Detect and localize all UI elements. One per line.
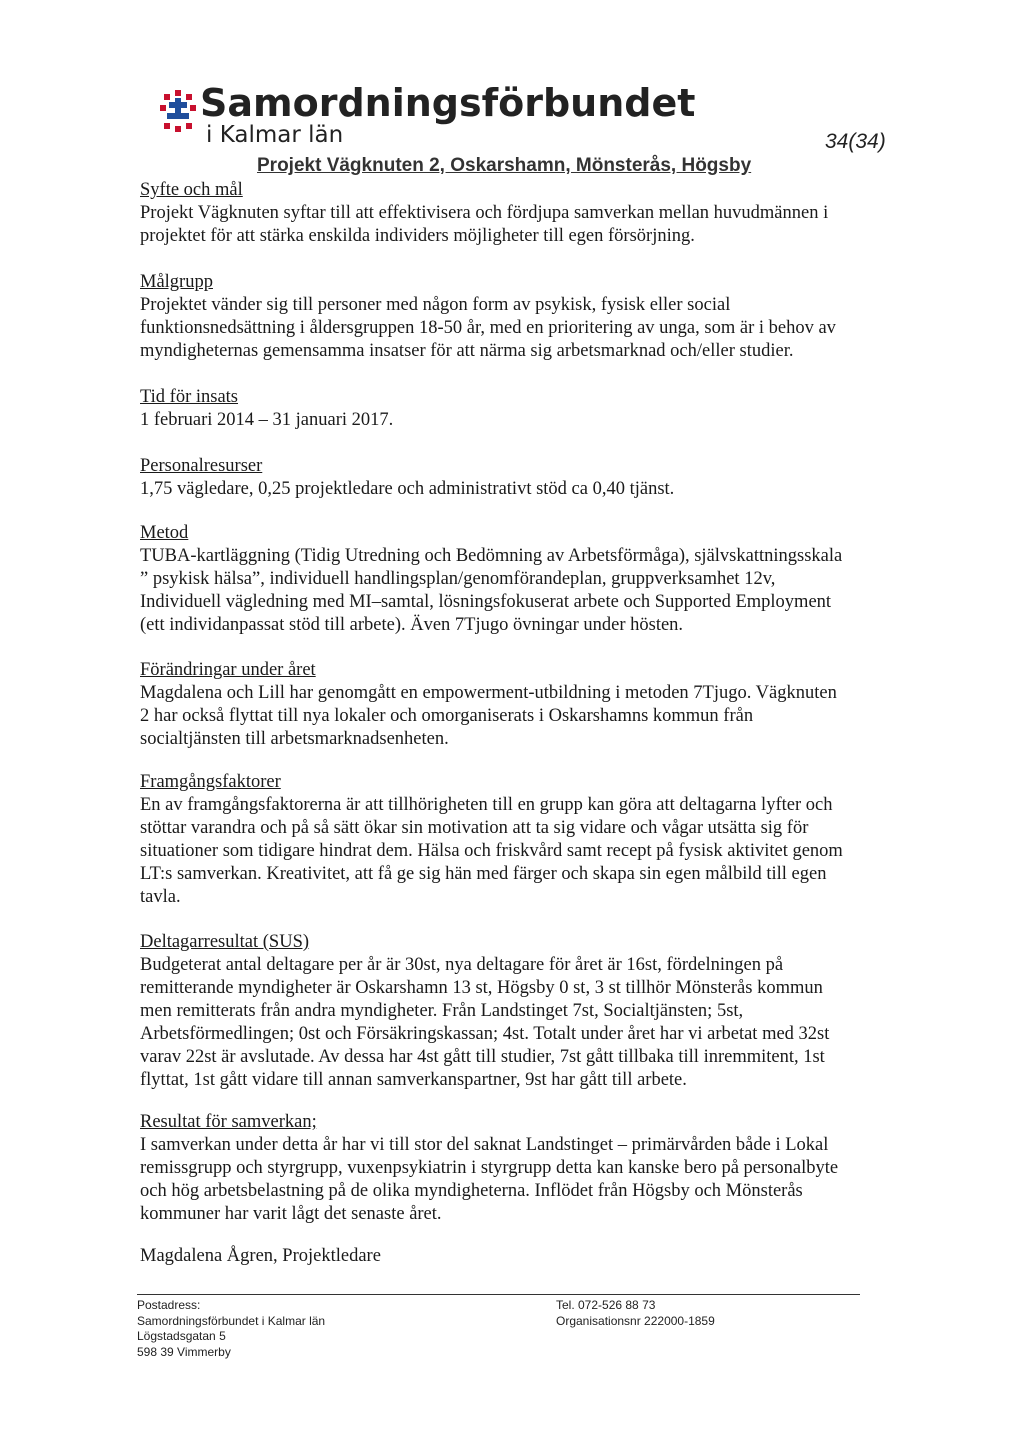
org-subtitle: i Kalmar län: [206, 122, 344, 148]
section-metod: [140, 522, 842, 637]
section-resultat-samverkan: [140, 1111, 838, 1226]
paragraph-line: Individuell vägledning med MI–samtal, lösningsfokuserat arbete och Supported Employment: [140, 592, 832, 612]
paragraph-line: Projekt Vägknuten syftar till att effektivisera och fördjupa samverkan mellan huvudmännen i: [140, 203, 829, 223]
footer-line: Lögstadsgatan 5: [137, 1329, 226, 1343]
section-malgrupp: [140, 271, 836, 363]
paragraph-line: remitterande myndigheter är Oskarshamn 13 st, Högsby 0 st, 3 st tillhör Mönsterås kommun: [140, 978, 823, 998]
section-tid: [140, 386, 393, 432]
paragraph-line: socialtjänsten till arbetsmarknadsenheten.: [140, 729, 449, 749]
paragraph-line: remissgrupp och styrgrupp, vuxenpsykiatrin i styrgrupp detta kan kanske bero på personalbyte: [140, 1158, 839, 1178]
paragraph-line: varav 22st är avslutade. Av dessa har 4st gått till studier, 7st gått tillbaka till inremmitent, 1st: [140, 1047, 825, 1067]
paragraph-line: Projektet vänder sig till personer med någon form av psykisk, fysisk eller social: [140, 295, 731, 315]
section-syfte: [140, 179, 828, 248]
footer-line: Samordningsförbundet i Kalmar län: [137, 1313, 326, 1328]
section-heading: Metod: [140, 523, 189, 543]
document-title: Projekt Vägknuten 2, Oskarshamn, Mönsterås, Högsby: [257, 155, 752, 176]
section-heading: Framgångsfaktorer: [140, 772, 281, 792]
footer-line: Tel. 072-526 88 73: [556, 1298, 656, 1312]
paragraph-line: ” psykisk hälsa”, individuell handlingsplan/genomförandeplan, gruppverksamhet 12v,: [140, 569, 776, 589]
section-heading: Resultat för samverkan;: [140, 1112, 317, 1132]
footer-address: [137, 1298, 325, 1360]
signature-block: [140, 1245, 381, 1268]
section-heading: Syfte och mål: [140, 180, 243, 200]
paragraph-line: projektet för att stärka enskilda individers möjligheter till egen försörjning.: [140, 226, 695, 246]
footer-divider: [137, 1294, 860, 1295]
paragraph-line: Magdalena och Lill har genomgått en empowerment-utbildning i metoden 7Tjugo. Vägknuten: [140, 683, 837, 703]
paragraph-line: men remitterats från andra myndigheter. Från Landstinget 7st, Socialtjänsten; 5st,: [140, 1001, 744, 1021]
org-name: Samordningsförbundet: [200, 81, 696, 125]
section-heading: Förändringar under året: [140, 660, 316, 680]
paragraph-line: Budgeterat antal deltagare per år är 30st, nya deltagare för året är 16st, fördelningen på: [140, 955, 784, 975]
paragraph-line: stöttar varandra och på så sätt ökar sin motivation att ta sig vidare och vågar utsätta sig för: [140, 818, 809, 838]
paragraph-line: En av framgångsfaktorerna är att tillhörigheten till en grupp kan göra att deltagarna lyfter och: [140, 795, 833, 815]
paragraph-line: LT:s samverkan. Kreativitet, att få ge sig hän med färger och skapa sin egen målbild till egen: [140, 864, 827, 884]
paragraph-line: myndigheternas gemensamma insatser för att närma sig arbetsmarknad och/eller studier.: [140, 341, 794, 361]
paragraph-line: 1,75 vägledare, 0,25 projektledare och administrativt stöd ca 0,40 tjänst.: [140, 479, 675, 499]
paragraph-line: situationer som tidigare hindrat dem. Hälsa och friskvård samt recept på fysisk aktivitet genom: [140, 841, 843, 861]
page-number: 34(34): [825, 130, 886, 153]
paragraph-line: tavla.: [140, 887, 181, 907]
paragraph-line: Arbetsförmedlingen; 0st och Försäkringskassan; 4st. Totalt under året har vi arbetat med 32st: [140, 1024, 830, 1044]
paragraph-line: (ett individanpassat stöd till arbete). Även 7Tjugo övningar under hösten.: [140, 615, 684, 635]
logo-icon: [158, 88, 198, 138]
signature: Magdalena Ågren, Projektledare: [140, 1246, 381, 1266]
paragraph-line: funktionsnedsättning i åldersgruppen 18-50 år, med en prioritering av unga, som är i behov av: [140, 318, 836, 338]
section-heading: Deltagarresultat (SUS): [140, 932, 310, 952]
section-deltagarresultat: [140, 931, 829, 1092]
section-heading: Personalresurser: [140, 456, 263, 476]
paragraph-line: kommuner har varit lågt det senaste året.: [140, 1204, 442, 1224]
section-forandringar: [140, 659, 837, 751]
section-personalresurser: [140, 455, 674, 501]
footer-contact: [556, 1298, 715, 1329]
section-heading: Målgrupp: [140, 272, 213, 292]
paragraph-line: 1 februari 2014 – 31 januari 2017.: [140, 410, 394, 430]
paragraph-line: TUBA-kartläggning (Tidig Utredning och Bedömning av Arbetsförmåga), självskattningsskala: [140, 546, 843, 566]
paragraph-line: I samverkan under detta år har vi till stor del saknat Landstinget – primärvården både i Lokal: [140, 1135, 829, 1155]
paragraph-line: och hög arbetsbelastning på de olika myndigheterna. Inflödet från Högsby och Mönsterås: [140, 1181, 803, 1201]
footer-line: Organisationsnr 222000-1859: [556, 1313, 715, 1328]
footer-line: 598 39 Vimmerby: [137, 1344, 231, 1359]
section-heading: Tid för insats: [140, 387, 239, 407]
paragraph-line: 2 har också flyttat till nya lokaler och omorganiserats i Oskarshamns kommun från: [140, 706, 754, 726]
section-framgangsfaktorer: [140, 771, 843, 909]
footer-line: Postadress:: [137, 1298, 201, 1312]
paragraph-line: flyttat, 1st gått vidare till annan samverkanspartner, 9st har gått till arbete.: [140, 1070, 687, 1090]
